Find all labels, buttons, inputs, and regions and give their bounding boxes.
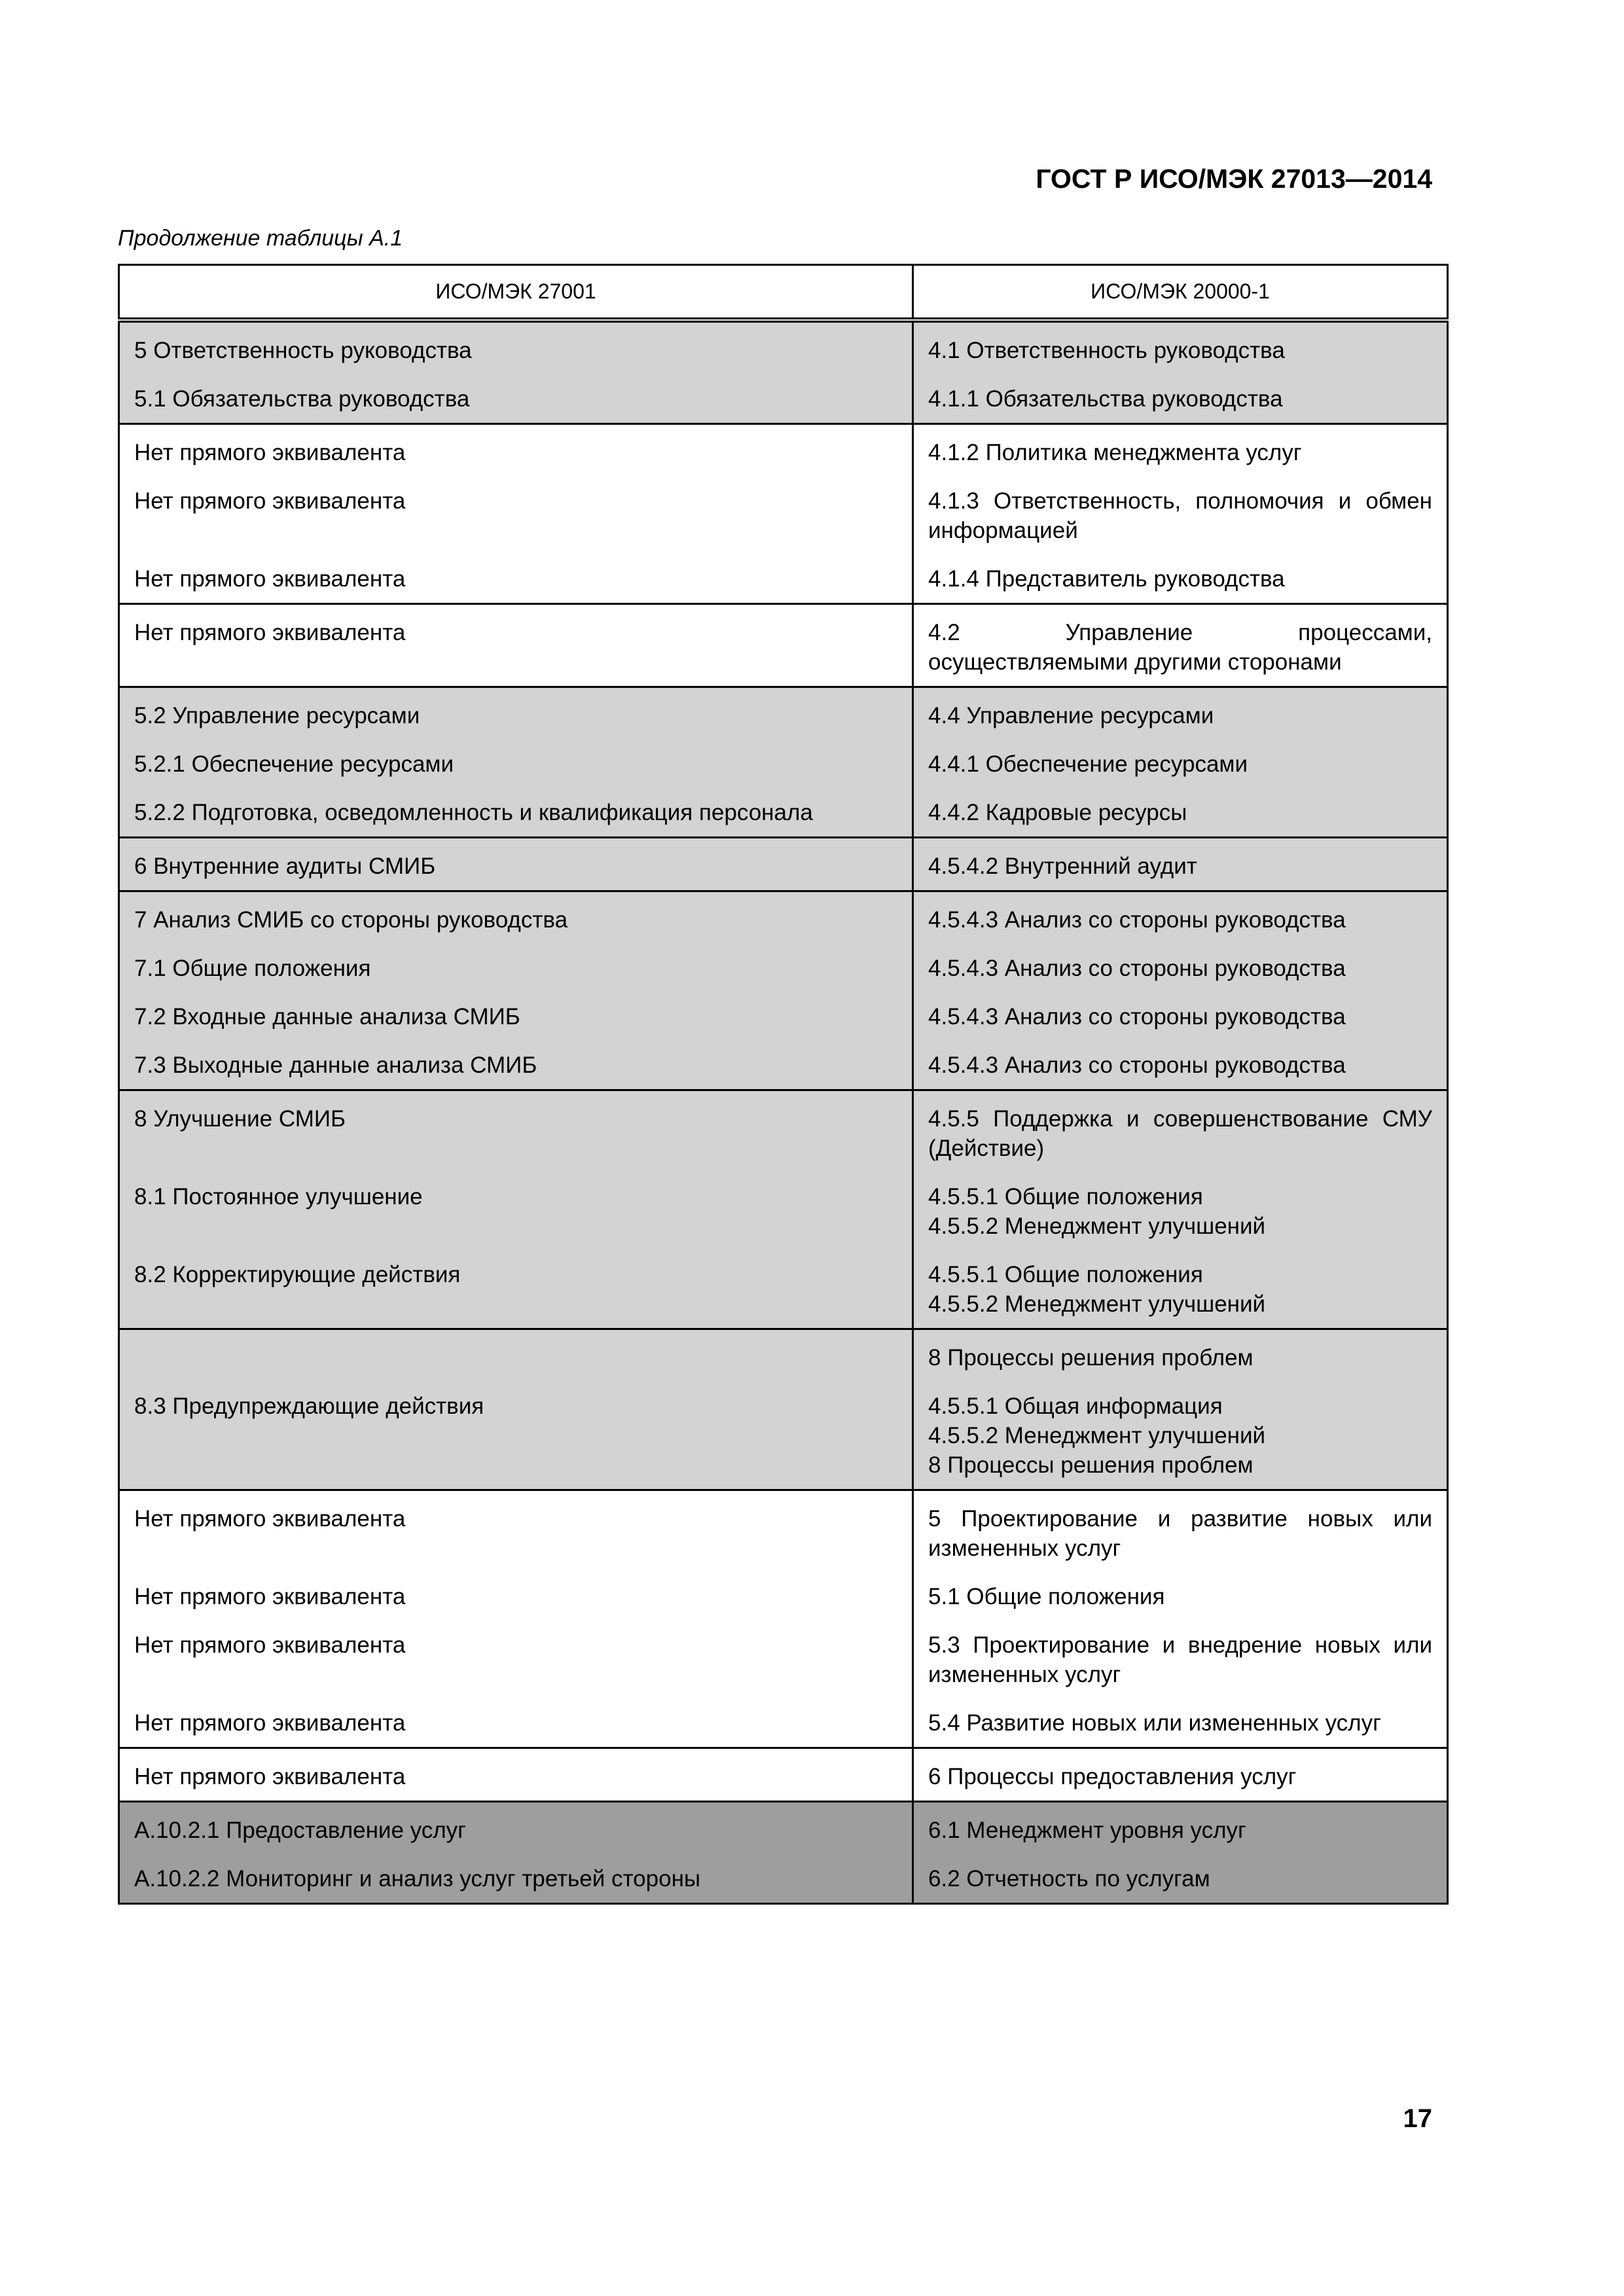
iso20000-clause-line: 6.2 Отчетность по услугам — [928, 1866, 1210, 1892]
iso20000-clause-line: 5 Проектирование и развитие новых или измененных услуг — [928, 1506, 1432, 1561]
iso20000-clause — [913, 424, 1448, 477]
iso20000-clause-line: 4.5.5.1 Общая информация — [928, 1393, 1223, 1419]
iso20000-clause — [913, 944, 1448, 992]
iso20000-clause-line: 4.5.4.3 Анализ со стороны руководства — [928, 1052, 1346, 1078]
iso27001-clause: 8.2 Корректирующие действия — [119, 1250, 913, 1329]
iso27001-clause: 7.1 Общие положения — [119, 944, 913, 992]
iso20000-clause-line: 4.1.1 Обязательства руководства — [928, 386, 1283, 412]
page-number: 17 — [1403, 2104, 1432, 2133]
iso20000-clause — [913, 1041, 1448, 1090]
iso27001-clause: 8 Улучшение СМИБ — [119, 1090, 913, 1173]
table-row — [119, 554, 1448, 604]
iso20000-clause-line: 4.1.4 Представитель руководства — [928, 566, 1285, 592]
iso27001-clause: 7 Анализ СМИБ со стороны руководства — [119, 891, 913, 944]
iso20000-clause-line: 4.4.1 Обеспечение ресурсами — [928, 751, 1248, 777]
iso27001-clause: Нет прямого эквивалента — [119, 604, 913, 687]
iso20000-clause-line: 4.5.5.1 Общие положения — [928, 1184, 1203, 1210]
iso27001-clause: 6 Внутренние аудиты СМИБ — [119, 838, 913, 891]
table-header-row — [119, 265, 1448, 321]
iso20000-clause — [913, 1621, 1448, 1698]
table-caption: Продолжение таблицы А.1 — [118, 226, 403, 251]
iso27001-clause: Нет прямого эквивалента — [119, 1621, 913, 1698]
iso27001-clause: 8.3 Предупреждающие действия — [119, 1382, 913, 1490]
iso27001-clause: 5.2.1 Обеспечение ресурсами — [119, 740, 913, 788]
iso27001-clause: 5.1 Обязательства руководства — [119, 374, 913, 424]
table-row — [119, 1698, 1448, 1748]
iso27001-clause: Нет прямого эквивалента — [119, 554, 913, 604]
iso20000-clause-line: 6.1 Менеджмент уровня услуг — [928, 1818, 1246, 1843]
iso27001-clause: 8.1 Постоянное улучшение — [119, 1172, 913, 1250]
iso20000-clause — [913, 1090, 1448, 1173]
table-row — [119, 788, 1448, 838]
table-row — [119, 320, 1448, 374]
table-row — [119, 838, 1448, 891]
iso27001-clause — [119, 1329, 913, 1382]
iso20000-clause — [913, 554, 1448, 604]
iso20000-clause — [913, 687, 1448, 740]
iso20000-clause-line: 4.4 Управление ресурсами — [928, 703, 1214, 728]
document-code: ГОСТ Р ИСО/МЭК 27013—2014 — [1036, 164, 1432, 194]
iso27001-clause: А.10.2.2 Мониторинг и анализ услуг третьей стороны — [119, 1854, 913, 1904]
iso20000-clause-line: 4.1.2 Политика менеджмента услуг — [928, 440, 1302, 465]
iso20000-clause-line: 4.5.5 Поддержка и совершенствование СМУ (Действие) — [928, 1106, 1432, 1161]
iso20000-clause — [913, 374, 1448, 424]
iso20000-clause-line: 4.5.4.3 Анализ со стороны руководства — [928, 1004, 1346, 1030]
table-row — [119, 687, 1448, 740]
iso20000-clause-line: 4.5.4.2 Внутренний аудит — [928, 853, 1197, 879]
iso20000-clause — [913, 476, 1448, 554]
iso20000-clause-line: 5.1 Общие положения — [928, 1584, 1165, 1609]
column-header-iso20000: ИСО/МЭК 20000-1 — [913, 265, 1448, 321]
table-row — [119, 891, 1448, 944]
iso20000-clause — [913, 1329, 1448, 1382]
iso20000-clause-line: 5.4 Развитие новых или измененных услуг — [928, 1710, 1381, 1736]
table-row — [119, 1250, 1448, 1329]
table-row — [119, 424, 1448, 477]
table-row — [119, 944, 1448, 992]
iso27001-clause: Нет прямого эквивалента — [119, 1698, 913, 1748]
iso20000-clause-line: 8 Процессы решения проблем — [928, 1345, 1254, 1371]
table-body — [119, 320, 1448, 1904]
table-row — [119, 1041, 1448, 1090]
table-row — [119, 374, 1448, 424]
iso20000-clause — [913, 740, 1448, 788]
iso20000-clause — [913, 1748, 1448, 1802]
iso20000-clause — [913, 992, 1448, 1041]
table-row — [119, 992, 1448, 1041]
iso27001-clause: 7.2 Входные данные анализа СМИБ — [119, 992, 913, 1041]
table-row — [119, 604, 1448, 687]
iso27001-clause: 5.2 Управление ресурсами — [119, 687, 913, 740]
iso20000-clause — [913, 1698, 1448, 1748]
iso27001-clause: 5 Ответственность руководства — [119, 320, 913, 374]
iso27001-clause: Нет прямого эквивалента — [119, 1748, 913, 1802]
iso20000-clause-line: 4.5.5.1 Общие положения — [928, 1262, 1203, 1287]
table-row — [119, 1572, 1448, 1621]
table-row — [119, 1802, 1448, 1855]
iso20000-clause-line: 4.5.4.3 Анализ со стороны руководства — [928, 956, 1346, 981]
iso20000-clause — [913, 838, 1448, 891]
iso20000-clause — [913, 891, 1448, 944]
table-row — [119, 1172, 1448, 1250]
iso27001-clause: 5.2.2 Подготовка, осведомленность и квалификация персонала — [119, 788, 913, 838]
iso20000-clause-line: 4.5.5.2 Менеджмент улучшений — [928, 1423, 1266, 1448]
iso20000-clause — [913, 1572, 1448, 1621]
iso20000-clause — [913, 320, 1448, 374]
table-row — [119, 1621, 1448, 1698]
iso20000-clause-line: 4.4.2 Кадровые ресурсы — [928, 800, 1187, 825]
iso20000-clause-line: 8 Процессы решения проблем — [928, 1452, 1254, 1478]
iso20000-clause-line: 4.5.5.2 Менеджмент улучшений — [928, 1291, 1266, 1317]
table-row — [119, 1490, 1448, 1573]
table-row — [119, 1382, 1448, 1490]
iso27001-clause: Нет прямого эквивалента — [119, 424, 913, 477]
iso27001-clause: Нет прямого эквивалента — [119, 1572, 913, 1621]
iso20000-clause — [913, 604, 1448, 687]
column-header-iso27001: ИСО/МЭК 27001 — [119, 265, 913, 321]
iso20000-clause — [913, 1802, 1448, 1855]
iso20000-clause — [913, 1250, 1448, 1329]
table-row — [119, 1090, 1448, 1173]
iso20000-clause-line: 4.1 Ответственность руководства — [928, 338, 1285, 363]
iso20000-clause-line: 5.3 Проектирование и внедрение новых или измененных услуг — [928, 1632, 1432, 1687]
iso20000-clause — [913, 788, 1448, 838]
iso20000-clause — [913, 1490, 1448, 1573]
iso27001-clause: Нет прямого эквивалента — [119, 1490, 913, 1573]
iso20000-clause-line: 4.5.4.3 Анализ со стороны руководства — [928, 907, 1346, 933]
iso27001-clause: Нет прямого эквивалента — [119, 476, 913, 554]
table-row — [119, 476, 1448, 554]
table-row — [119, 1748, 1448, 1802]
iso20000-clause — [913, 1382, 1448, 1490]
iso20000-clause — [913, 1172, 1448, 1250]
iso27001-clause: 7.3 Выходные данные анализа СМИБ — [119, 1041, 913, 1090]
table-row — [119, 740, 1448, 788]
table-row — [119, 1854, 1448, 1904]
iso20000-clause — [913, 1854, 1448, 1904]
iso20000-clause-line: 4.5.5.2 Менеджмент улучшений — [928, 1213, 1266, 1239]
iso27001-clause: А.10.2.1 Предоставление услуг — [119, 1802, 913, 1855]
iso20000-clause-line: 4.1.3 Ответственность, полномочия и обмен информацией — [928, 488, 1432, 543]
table-row — [119, 1329, 1448, 1382]
iso20000-clause-line: 4.2 Управление процессами, осуществляемыми другими сторонами — [928, 620, 1432, 675]
iso20000-clause-line: 6 Процессы предоставления услуг — [928, 1764, 1297, 1789]
correspondence-table — [118, 264, 1449, 1905]
